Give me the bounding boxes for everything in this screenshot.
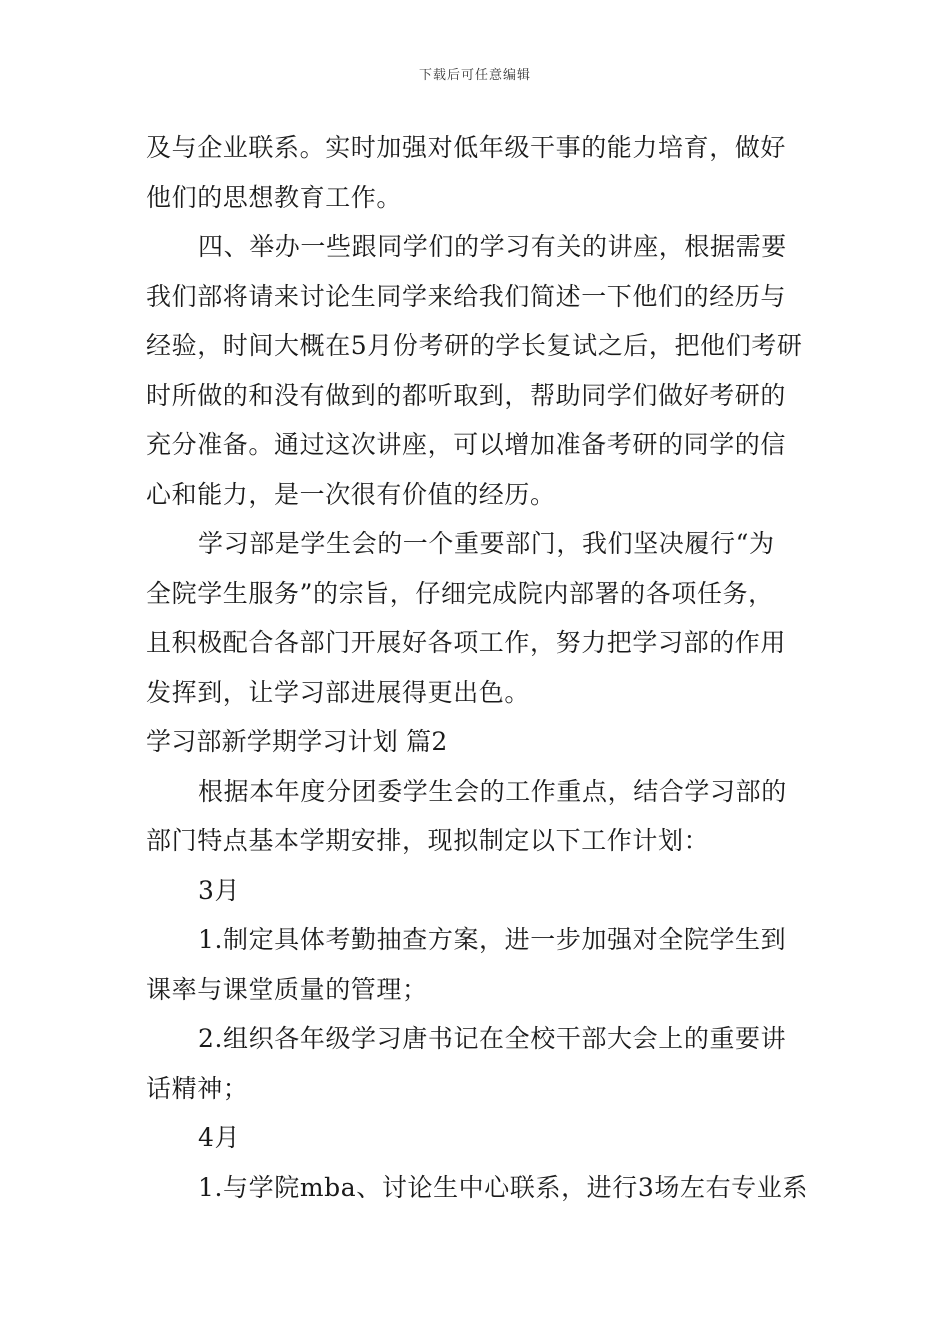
text-line: 全院学生服务”的宗旨，仔细完成院内部署的各项任务， <box>146 578 774 608</box>
list-item: 1.与学院mba、讨论生中心联系，进行3场左右专业系 <box>198 1172 808 1202</box>
text-line: 课率与课堂质量的管理； <box>146 974 428 1004</box>
text-line: 话精神； <box>146 1073 249 1103</box>
paragraph-start: 四、举办一些跟同学们的学习有关的讲座，根据需要 <box>198 232 787 261</box>
text-line: 经验，时间大概在5月份考研的学长复试之后，把他们考研 <box>146 331 803 360</box>
text-line: 部门特点基本学期安排，现拟制定以下工作计划： <box>146 826 710 855</box>
month-heading: 4月 <box>198 1123 241 1152</box>
document-body <box>146 123 808 1212</box>
text-line: 心和能力，是一次很有价值的经历。 <box>146 479 556 509</box>
paragraph-start: 学习部是学生会的一个重要部门，我们坚决履行“为 <box>198 529 775 558</box>
page-header: 下载后可任意编辑 <box>418 68 531 83</box>
text-line: 发挥到，让学习部进展得更出色。 <box>146 677 531 707</box>
text-line: 时所做的和没有做到的都听取到，帮助同学们做好考研的 <box>146 380 787 410</box>
text-line: 充分准备。通过这次讲座，可以增加准备考研的同学的信 <box>146 430 787 459</box>
list-item: 2.组织各年级学习唐书记在全校干部大会上的重要讲 <box>198 1024 787 1053</box>
text-line: 我们部将请来讨论生同学来给我们简述一下他们的经历与 <box>146 281 787 311</box>
paragraph-start: 根据本年度分团委学生会的工作重点，结合学习部的 <box>198 776 787 806</box>
text-line: 他们的思想教育工作。 <box>146 182 403 212</box>
list-item: 1.制定具体考勤抽查方案，进一步加强对全院学生到 <box>198 925 787 954</box>
text-line: 及与企业联系。实时加强对低年级干事的能力培育，做好 <box>146 133 787 162</box>
text-line: 且积极配合各部门开展好各项工作，努力把学习部的作用 <box>146 628 787 657</box>
month-heading: 3月 <box>198 875 241 905</box>
section-title: 学习部新学期学习计划 篇2 <box>146 727 448 756</box>
